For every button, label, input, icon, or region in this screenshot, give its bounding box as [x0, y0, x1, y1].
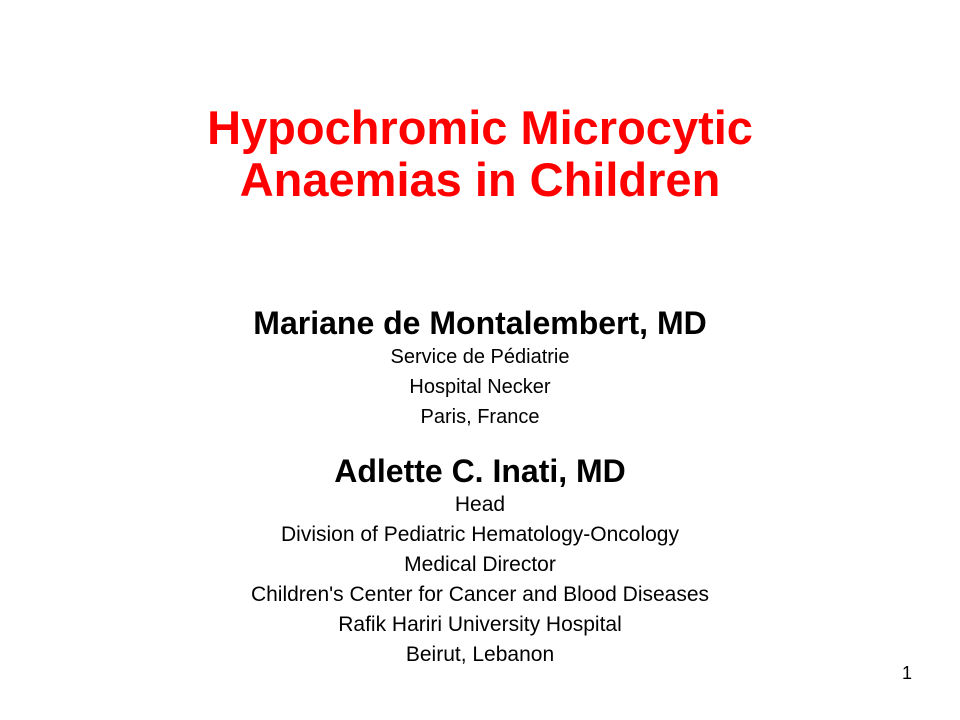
author-2-affiliation-6: Beirut, Lebanon [405, 643, 555, 666]
author-1-affiliation-2: Hospital Necker [409, 376, 551, 398]
author-2-affiliation-4: Children's Center for Cancer and Blood Diseases [250, 583, 710, 606]
slide-title [0, 102, 960, 206]
title-line-1: Hypochromic Microcytic [207, 101, 753, 154]
author-block-1 [0, 304, 960, 432]
author-name-1: Mariane de Montalembert, MD [253, 305, 707, 341]
author-2-affiliation-1: Head [454, 493, 506, 516]
author-2-affiliation-3: Medical Director [404, 553, 556, 576]
title-line-2: Anaemias in Children [239, 153, 721, 206]
author-2-affiliation-2: Division of Pediatric Hematology-Oncology [280, 523, 679, 546]
author-1-affiliation-1: Service de Pédiatrie [390, 346, 570, 368]
author-name-2: Adlette C. Inati, MD [334, 453, 626, 489]
author-1-affiliation-3: Paris, France [420, 406, 540, 428]
author-block-2 [0, 452, 960, 670]
page-number: 1 [901, 663, 912, 683]
author-2-affiliation-5: Rafik Hariri University Hospital [338, 613, 622, 636]
